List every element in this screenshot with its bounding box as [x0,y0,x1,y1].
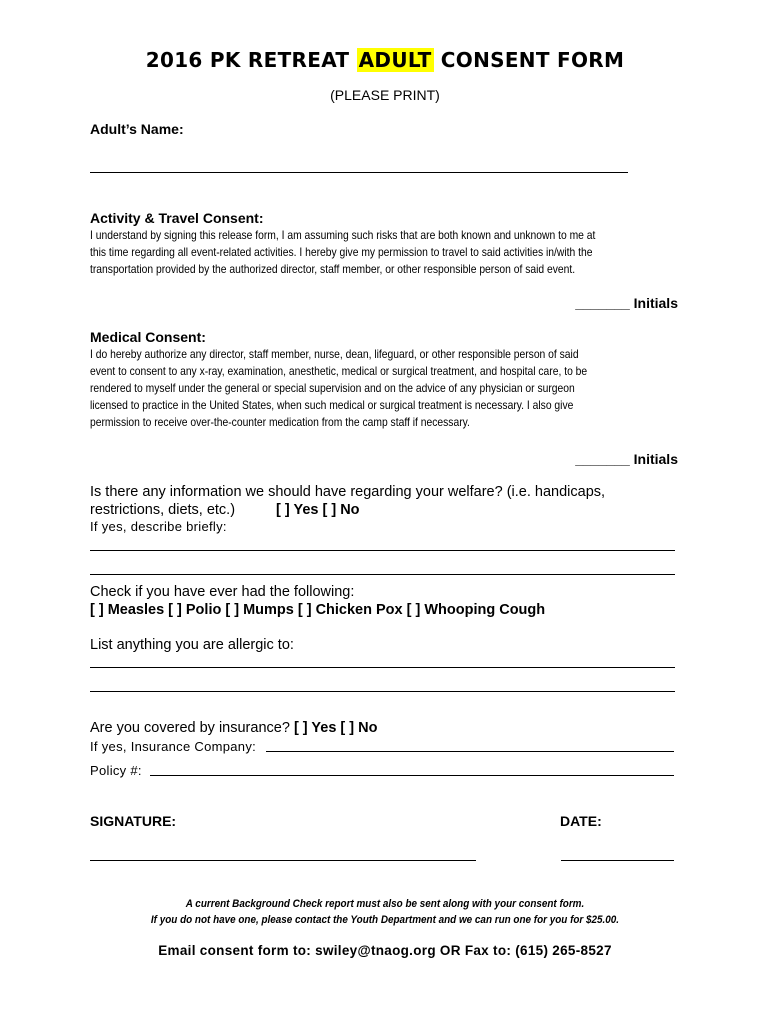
submission-instructions: Email consent form to: swiley@tnaog.org OR Fax to: (615) 265-8527 [158,943,612,958]
background-check-contact-note: If you do not have one, please contact the Youth Department and we can run one for you for $25.00. [150,914,620,926]
illness-prompt: Check if you have ever had the following: [90,584,355,600]
welfare-question-line2: restrictions, diets, etc.) [90,502,236,518]
insurance-question-text: Are you covered by insurance? [90,720,290,736]
medical-consent-text [90,346,606,431]
medical-initials-label: Initials [633,451,678,467]
date-field[interactable] [561,860,674,861]
policy-field[interactable] [150,775,674,776]
form-title [0,48,770,72]
policy-label: Policy #: [90,763,142,778]
welfare-describe-field[interactable] [90,550,675,551]
allergy-field[interactable] [90,691,675,692]
activity-line: this time regarding all event-related activities. I hereby give my permission to travel to said activities in/with the [90,245,593,259]
allergy-prompt: List anything you are allergic to: [90,637,294,653]
insurance-company-field[interactable] [266,751,674,752]
activity-line: transportation provided by the authorized director, staff member, or other responsible person of said event. [90,262,576,276]
allergy-field[interactable] [90,667,675,668]
insurance-yes-no[interactable]: [ ] Yes [ ] No [293,720,378,736]
welfare-question-line1: Is there any information we should have regarding your welfare? (i.e. handicaps, [90,484,606,500]
activity-initials-field[interactable]: _______ [575,295,630,311]
medical-line: event to consent to any x-ray, examination, anesthetic, medical or surgical treatment, and hospital care, to be [90,364,588,378]
medical-line: licensed to practice in the United States, when such medical or surgical treatment is necessary. I also give [90,398,574,412]
medical-initials-field[interactable]: _______ [575,451,630,467]
form-subtitle: (PLEASE PRINT) [330,87,440,103]
adult-name-field[interactable] [90,172,628,173]
insurance-company-label: If yes, Insurance Company: [90,739,257,754]
insurance-question [90,720,377,736]
medical-consent-heading: Medical Consent: [90,329,206,345]
activity-consent-heading: Activity & Travel Consent: [90,210,264,226]
medical-initials [575,451,678,467]
date-label: DATE: [560,813,602,829]
title-highlight: ADULT [358,48,432,72]
title-suffix: CONSENT FORM [433,48,625,72]
activity-initials [575,295,678,311]
signature-label: SIGNATURE: [90,813,177,829]
welfare-describe-field[interactable] [90,574,675,575]
medical-line: permission to receive over-the-counter medication from the camp staff if necessary. [90,415,470,429]
background-check-note: A current Background Check report must also be sent along with your consent form. [185,898,585,910]
title-prefix: 2016 PK RETREAT [145,48,357,72]
medical-line: rendered to myself under the general or special supervision and on the advice of any physician or surgeon [90,381,575,395]
medical-line: I do hereby authorize any director, staff member, nurse, dean, lifeguard, or other responsible person of said [90,347,579,361]
signature-field[interactable] [90,860,476,861]
adult-name-label: Adult’s Name: [90,121,184,137]
activity-line: I understand by signing this release form, I am assuming such risks that are both known and unknown to me at [90,228,596,242]
welfare-describe-label: If yes, describe briefly: [90,519,227,534]
activity-consent-text [90,227,606,278]
activity-initials-label: Initials [633,295,678,311]
illness-options[interactable]: [ ] Measles [ ] Polio [ ] Mumps [ ] Chicken Pox [ ] Whooping Cough [90,602,546,618]
welfare-yes-no[interactable]: [ ] Yes [ ] No [276,502,360,518]
